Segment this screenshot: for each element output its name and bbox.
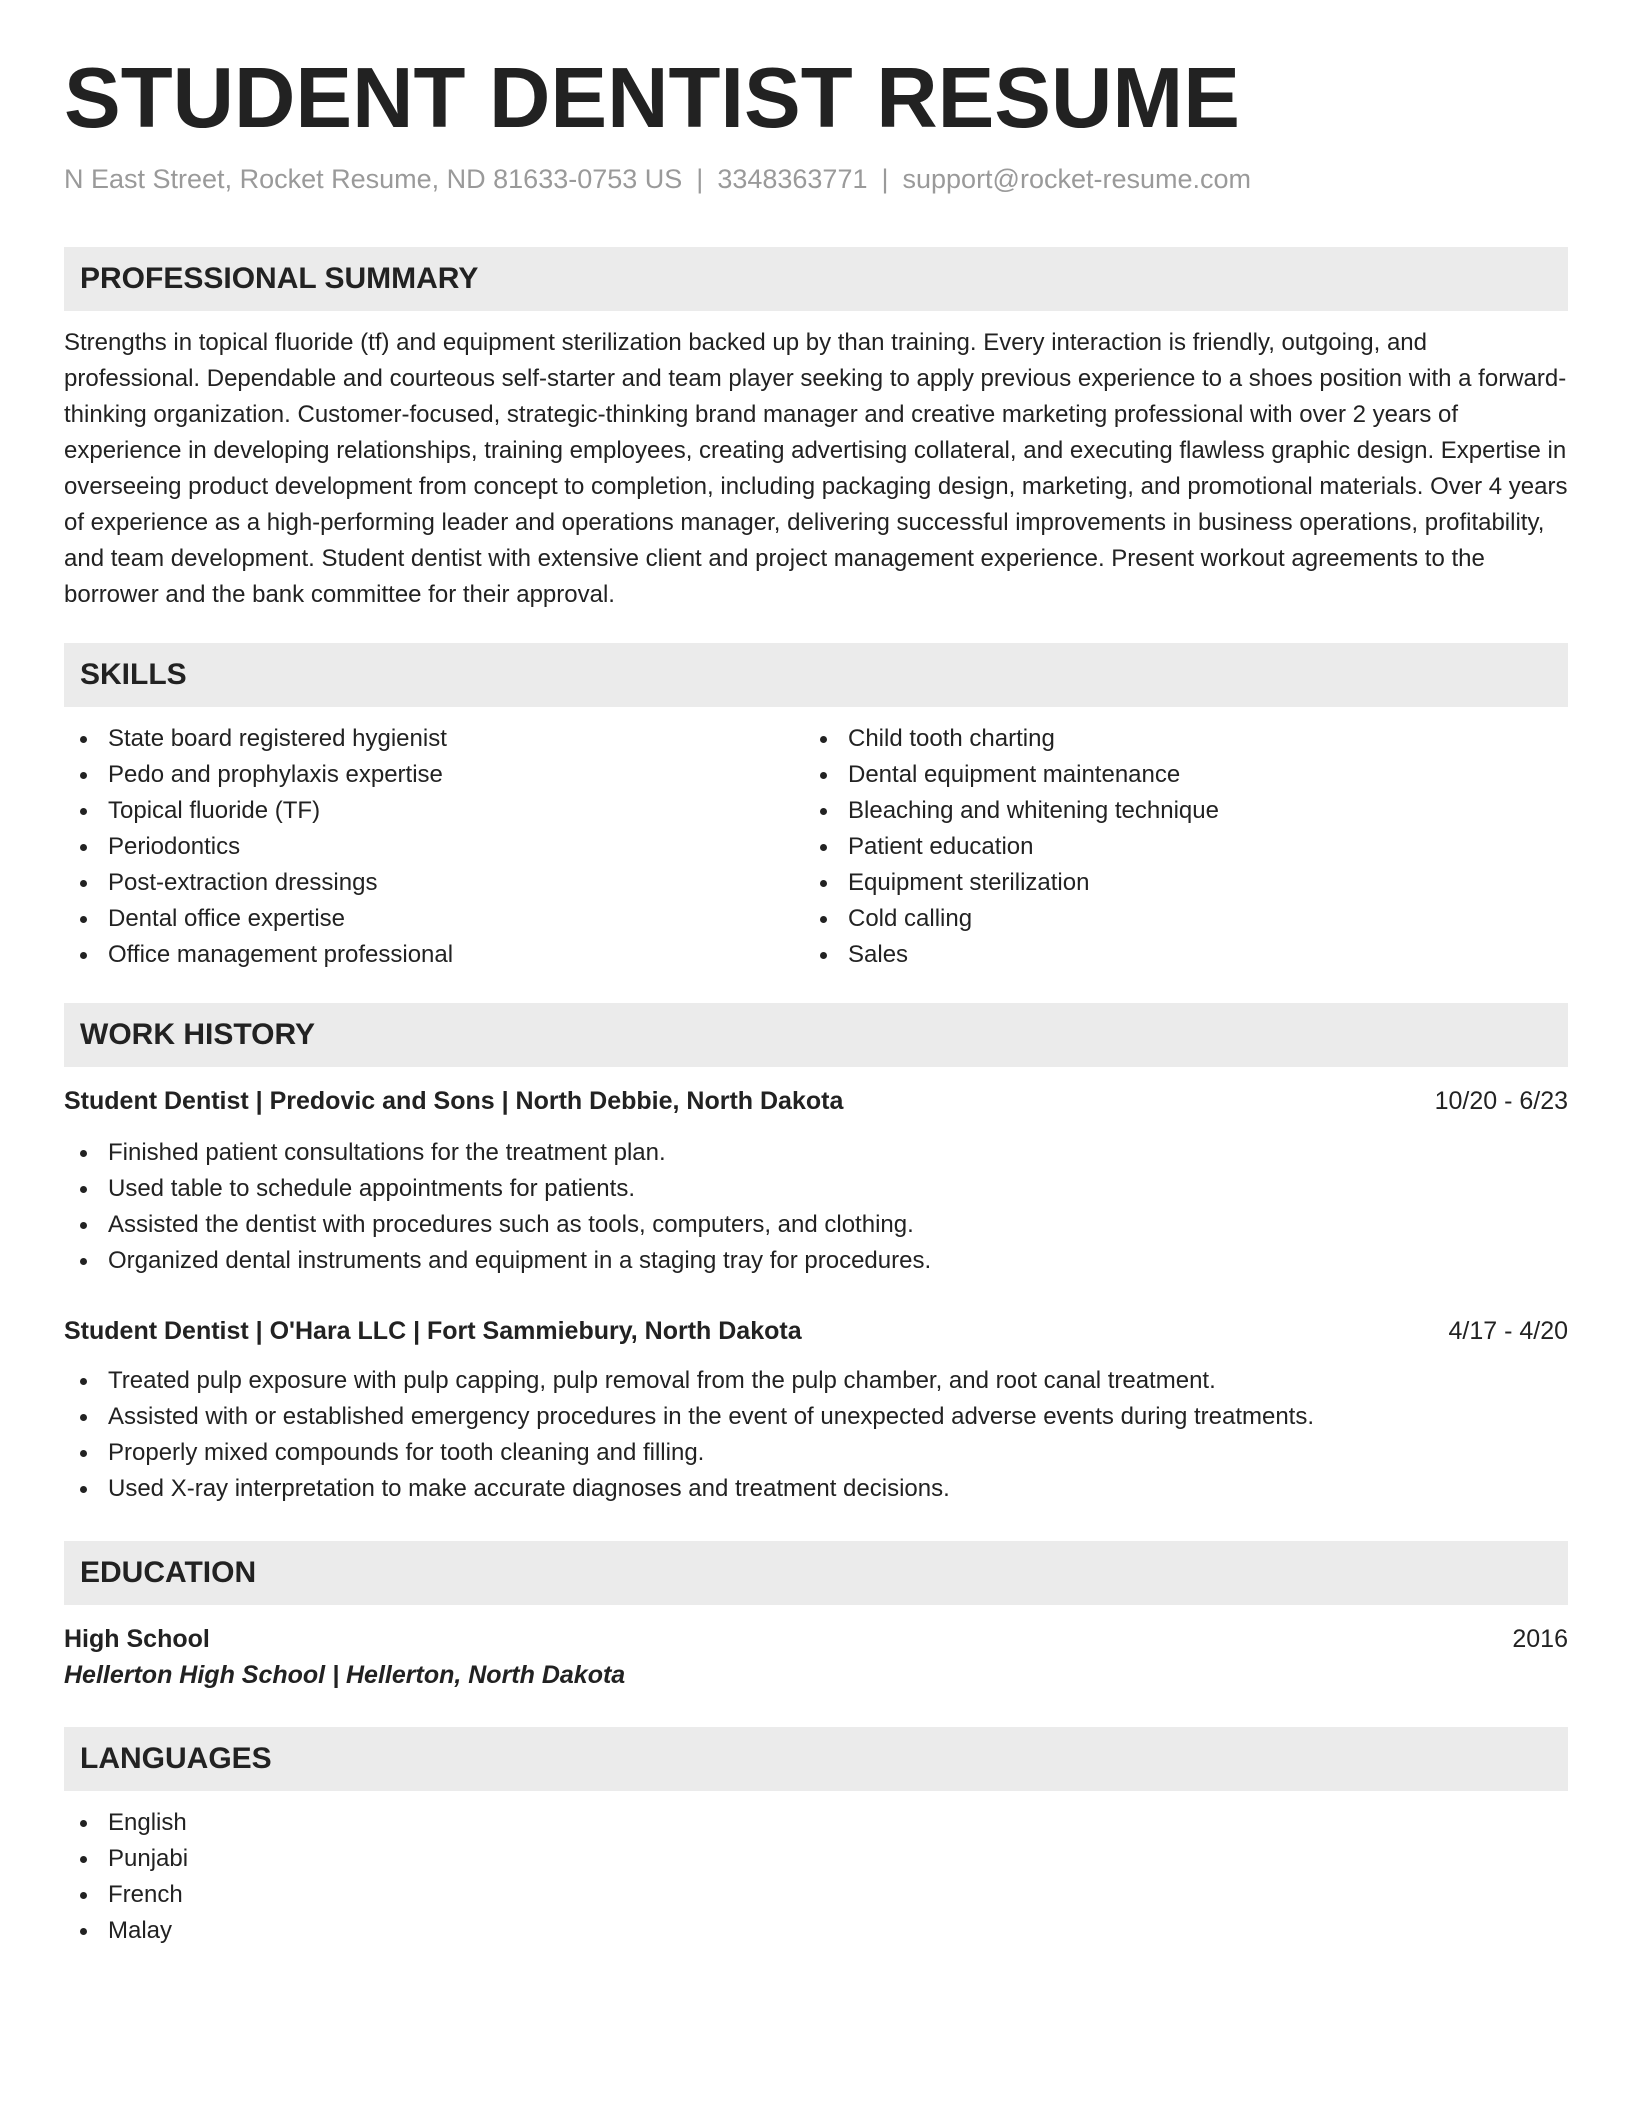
skill-item: Bleaching and whitening technique xyxy=(804,793,1544,829)
job-bullets xyxy=(64,1363,1568,1507)
contact-line xyxy=(64,162,1568,197)
skill-item: Dental equipment maintenance xyxy=(804,757,1544,793)
job-header xyxy=(64,1313,1568,1349)
education-entry xyxy=(64,1621,1568,1693)
languages-heading: LANGUAGES xyxy=(64,1727,1568,1791)
skills-column-left xyxy=(64,721,804,973)
work-heading: WORK HISTORY xyxy=(64,1003,1568,1067)
skill-item: Patient education xyxy=(804,829,1544,865)
skills-list xyxy=(64,721,1568,973)
education-school: Hellerton High School | Hellerton, North Dakota xyxy=(64,1660,626,1689)
job-bullet: Properly mixed compounds for tooth cleaning and filling. xyxy=(64,1435,1568,1471)
job-bullets xyxy=(64,1135,1568,1279)
skill-item: Topical fluoride (TF) xyxy=(64,793,804,829)
skill-item: Sales xyxy=(804,937,1544,973)
contact-phone: 3348363771 xyxy=(717,163,868,194)
education-degree: High School xyxy=(64,1624,210,1653)
job-bullet: Assisted with or established emergency procedures in the event of unexpected adverse events during treatments. xyxy=(64,1399,1568,1435)
job-dates: 4/17 - 4/20 xyxy=(1448,1316,1568,1345)
job-bullet: Used table to schedule appointments for patients. xyxy=(64,1171,1568,1207)
skill-item: Equipment sterilization xyxy=(804,865,1544,901)
job-bullet: Organized dental instruments and equipment in a staging tray for procedures. xyxy=(64,1243,1568,1279)
language-item: Punjabi xyxy=(64,1841,1568,1877)
job-entry xyxy=(64,1313,1568,1507)
job-header xyxy=(64,1083,1568,1119)
language-item: English xyxy=(64,1805,1568,1841)
skill-item: Office management professional xyxy=(64,937,804,973)
contact-email: support@rocket-resume.com xyxy=(902,163,1252,194)
job-bullet: Finished patient consultations for the treatment plan. xyxy=(64,1135,1568,1171)
education-header xyxy=(64,1621,1568,1657)
job-bullet: Used X-ray interpretation to make accurate diagnoses and treatment decisions. xyxy=(64,1471,1568,1507)
language-item: Malay xyxy=(64,1913,1568,1949)
job-title: Student Dentist | O'Hara LLC | Fort Sammiebury, North Dakota xyxy=(64,1316,802,1345)
skill-item: Dental office expertise xyxy=(64,901,804,937)
skill-item: Post-extraction dressings xyxy=(64,865,804,901)
skill-item: State board registered hygienist xyxy=(64,721,804,757)
summary-text: Strengths in topical fluoride (tf) and equipment sterilization backed up by than training. Every interaction is friendly, outgoing, and professional. Dependable and courteous self-starter and team player seeking to apply previous experience to a shoes position with a forward-thinking organization. Customer-focused, strategic-thinking brand manager and creative marketing professional with over 2 years of experience in developing relationships, training employees, creating advertising collateral, and executing flawless graphic design. Expertise in overseeing product development from concept to completion, including packaging design, marketing, and promotional materials. Over 4 years of experience as a high-performing leader and operations manager, delivering successful improvements in business operations, profitability, and team development. Student dentist with extensive client and project management experience. Present workout agreements to the borrower and the bank committee for their approval. xyxy=(64,328,1568,608)
resume-title: STUDENT DENTIST RESUME xyxy=(64,51,1240,146)
skills-column-right xyxy=(804,721,1544,973)
job-entry xyxy=(64,1083,1568,1279)
skill-item: Cold calling xyxy=(804,901,1544,937)
languages-list xyxy=(64,1805,1568,1949)
skill-item: Pedo and prophylaxis expertise xyxy=(64,757,804,793)
contact-separator: | xyxy=(881,163,889,194)
education-year: 2016 xyxy=(1512,1624,1568,1653)
job-bullet: Treated pulp exposure with pulp capping, pulp removal from the pulp chamber, and root canal treatment. xyxy=(64,1363,1568,1399)
contact-address: N East Street, Rocket Resume, ND 81633-0753 US xyxy=(64,163,683,194)
education-heading: EDUCATION xyxy=(64,1541,1568,1605)
job-bullet: Assisted the dentist with procedures such as tools, computers, and clothing. xyxy=(64,1207,1568,1243)
summary-heading: PROFESSIONAL SUMMARY xyxy=(64,247,1568,311)
job-dates: 10/20 - 6/23 xyxy=(1434,1086,1568,1115)
language-item: French xyxy=(64,1877,1568,1913)
skills-heading: SKILLS xyxy=(64,643,1568,707)
skill-item: Periodontics xyxy=(64,829,804,865)
contact-separator: | xyxy=(696,163,704,194)
skill-item: Child tooth charting xyxy=(804,721,1544,757)
job-title: Student Dentist | Predovic and Sons | North Debbie, North Dakota xyxy=(64,1086,844,1115)
